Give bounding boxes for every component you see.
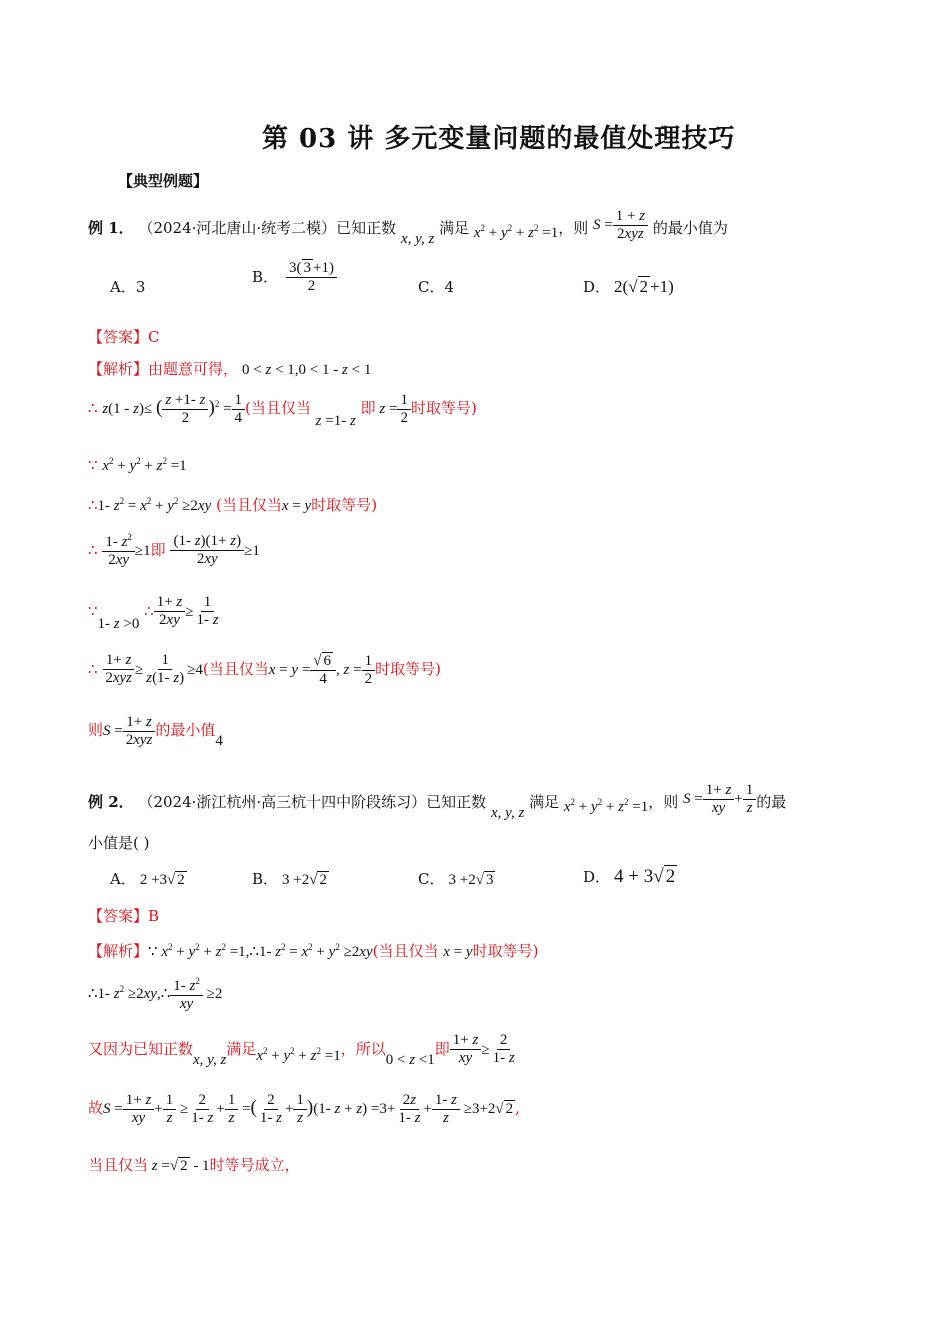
ex1-line-text: ∵ x² + y² + z² = 1	[85, 1330, 95, 1331]
ex1-line-text: ∴ (1 - z²)/(2xy) ≥ 1 即 (1 - z)(1 + z)/(2xy) ≥ 1	[119, 1330, 142, 1331]
ex1-source: （2024·河北唐山·统考二模）已知正数	[138, 219, 397, 238]
ex1-analysis-line-6: ∵1- z >0 ∴ $\frac{1+ z}{2xy}$ ≥ $\frac{1}{1- z}$	[88, 594, 219, 632]
ex2-line-text: 又因为已知正数 x, y, z 满足 x² + y² + z² = 1，所以 0 < z < 1 即 (1 + z)/(xy) ≥ 2/(1 - z)	[308, 1330, 350, 1331]
ex2-vars: x, y, z	[490, 805, 525, 822]
page-title: 第 03 讲 多元变量问题的最值处理技巧	[262, 124, 736, 154]
ex2-question	[88, 782, 787, 822]
ex1-option-b: B． $\frac{3( 3 +1)}{2}$	[252, 260, 337, 296]
ex2-then: ，则	[648, 793, 679, 812]
ex1-vars: x, y, z	[400, 231, 435, 248]
ex2-ask-2: 小值是( )	[88, 834, 150, 852]
ex2-analysis-line-5: 当且仅当 z =√ 2 - 1时等号成立，	[88, 1156, 300, 1174]
ex2-option-c: C． 3 +2√ 3	[418, 870, 494, 888]
ex1-then: ，则	[558, 219, 589, 238]
ex1-analysis-line-2: ∴ z(1 - z)≤ ( $\frac{z +1- z}{2}$ )$^2$ = $\frac{1}{4}$ (当且仅当 z =1- z 即 z = $\frac{1}{2}$ 时取等号)	[88, 392, 477, 430]
ex2-opt-text: D．4 + 3√2	[251, 1330, 258, 1331]
answer-tag: 【答案】	[88, 328, 149, 346]
ex1-analysis-line-1: 【解析】由题意可得， 0 < z < 1,0 < 1 - z < 1	[88, 360, 372, 378]
ex2-answer-value: B	[148, 907, 160, 925]
ex2-answer	[88, 905, 159, 926]
ex2-line-text: 当且仅当 z = √2 - 1 时等号成立，	[403, 1330, 420, 1331]
ex2-analysis-line-2: ∴1- $z^2$ ≥2xy,∴ $\frac{1- z^2}{xy}$ ≥2	[88, 976, 223, 1013]
ex1-analysis-line-8: 则S = $\frac{1+ z}{\text{2xyz}}$ 的最小值4	[88, 714, 223, 750]
ex1-line-text: ∴ z(1 - z) ≤ ((z + 1 - z)/2)² = 1/4 (当且仅当 z = 1 - z 即 z = 1/2 时取等号)	[50, 1330, 86, 1331]
ex2-ask-1: 的最	[756, 793, 787, 812]
ex2-label: 例 2．	[88, 793, 134, 812]
ex2-line-text: 故 S = (1 + z)/(xy) + 1/z ≥ 2/(1 - z) + 1/z = (2/(1 - z) + 1/z)(1 - z + z) = 3 + 2z/(1 - z) + (1 - z)/z ≥ 3 + 2√2,	[349, 1330, 404, 1331]
ex1-ask: 的最小值为	[652, 219, 728, 238]
answer-tag: 【答案】	[88, 907, 149, 925]
ex1-line-text: 则 S = (1 + z)/(2xyz) 的最小值 4	[197, 1330, 214, 1331]
section-heading: 【典型例题】	[118, 172, 209, 190]
ex2-condition: $x^2 + y^2 + z^2 =1$	[563, 797, 649, 816]
ex2-opt-text: B．3 + 2√2	[239, 1330, 245, 1331]
ex2-analysis-line-4: 故S = $\frac{1+ z}{xy}$ + $\frac{1}{z}$ ≥ $\frac{2}{1- z}$ + $\frac{1}{z}$ =( $\frac{2}{1- z}$ + $\frac{1}{z}$ )(1- z + z) =3+ $\frac{2z}{1- z}$ + $\frac{1- z}{z}$ ≥3+2√ 2 ,	[88, 1092, 520, 1127]
ex1-analysis-line-5: ∴ $\frac{1- z^2}{2xy}$ ≥1即 $\frac{(1- z)(1+ z)}{2xy}$ ≥1	[88, 532, 260, 569]
ex1-answer-value: C	[148, 328, 160, 346]
ex1-s-expr: S = $\frac{1 + z}{\text{2xyz}}$	[593, 217, 648, 233]
ex1-analysis-line-4: ∴1- $z^2 = x^2 + y^2 \ge 2xy$ (当且仅当x = y时取等号)	[88, 496, 378, 514]
ex2-analysis-line-1: 【解析】∵ $x^2 + y^2 + z^2$ =1,∴1- $z^2 = x^2 + y^2 \ge 2xy$(当且仅当 x = y时取等号)	[88, 942, 539, 960]
ex1-line-text: ∴ (1 + z)/(2xyz) ≥ 1/(z(1 - z)) ≥ 4 (当且仅当 x = y = √6/4, z = 1/2 时取等号)	[160, 1330, 198, 1331]
ex2-s-expr: S = $\frac{1+ z}{xy}$ + $\frac{1}{z}$	[683, 791, 756, 807]
ex1-label: 例 1．	[88, 219, 134, 238]
ex2-opt-text: A．2 + 3√2	[232, 1330, 239, 1331]
ex1-line-text: ∵ 1 - z > 0 ∴ (1 + z)/(2xy) ≥ 1/(1 - z)	[141, 1330, 161, 1331]
analysis-tag: 【解析】	[88, 360, 149, 378]
ex1-question	[88, 208, 728, 248]
ex1-answer	[88, 326, 160, 347]
ex2-line-text: ∵ x² + y² + z² = 1, ∴ 1 - z² = x² + y² ≥ 2xy (当且仅当 x = y 时取等号)	[257, 1330, 292, 1331]
ex2-opt-text: C．3 + 2√3	[245, 1330, 251, 1331]
ex1-line-text: ∴ 1 - z² = x² + y² ≥ 2xy (当且仅当 x = y 时取等号)	[95, 1330, 120, 1331]
ex2-analysis-line-3: 又因为已知正数x, y, z满足$x^2 + y^2 + z^2 =1$，所以0 < z <1即 $\frac{1+ z}{xy}$ ≥ $\frac{2}{1- z}$	[88, 1032, 515, 1068]
text-layer	[0, 1330, 940, 1340]
ex2-cond-text: x² + y² + z² = 1	[213, 1330, 222, 1331]
ex1-opt-b-text: B．3(√3 + 1)/2	[17, 1330, 26, 1331]
ex1-condition: $x^2 + y^2 + z^2 =1$	[473, 223, 559, 242]
ex2-option-b: B． 3 +2√ 2	[252, 870, 327, 888]
ex2-satisfy: 满足	[529, 793, 560, 812]
ex1-option-c: C．4	[418, 278, 455, 296]
ex1-satisfy: 满足	[439, 219, 470, 238]
ex1-line-text: 由题意可得，0 < z < 1, 0 < 1 - z < 1	[32, 1330, 51, 1331]
analysis-tag: 【解析】	[88, 942, 149, 960]
ex1-analysis-line-7: ∴ $\frac{1+ z}{\text{2xyz}}$ ≥ $\frac{1}{z(1- z)}$ ≥4(当且仅当x = y = $\frac{√ 6}{4}$ , z = $\frac{1}{2}$ 时取等号)	[88, 652, 441, 687]
ex1-cond-text: x² + y² + z² = 1	[0, 1330, 8, 1331]
ex1-analysis-line-3: ∵ $x^2 + y^2 + z^2 =1$	[88, 456, 187, 474]
ex1-option-a: A．3	[110, 278, 146, 296]
ex2-option-a: A． 2 +3√ 2	[110, 870, 185, 888]
ex2-line-text: ∴ 1 - z² ≥ 2xy, ∴ (1 - z²)/(xy) ≥ 2	[291, 1330, 308, 1331]
ex1-option-d: D． 2(√ 2 +1)	[583, 277, 674, 296]
ex1-opt-d-text: D．2(√2 + 1)	[25, 1330, 33, 1331]
ex1-s-text: S = (1 + z)/(2xyz)	[8, 1330, 18, 1331]
ex2-source: （2024·浙江杭州·高三杭十四中阶段练习）已知正数	[138, 793, 487, 812]
ex2-option-d: D． 4 + 3√ 2	[583, 866, 676, 887]
ex2-s-text: S = (1 + z)/(xy) + 1/z	[221, 1330, 233, 1331]
